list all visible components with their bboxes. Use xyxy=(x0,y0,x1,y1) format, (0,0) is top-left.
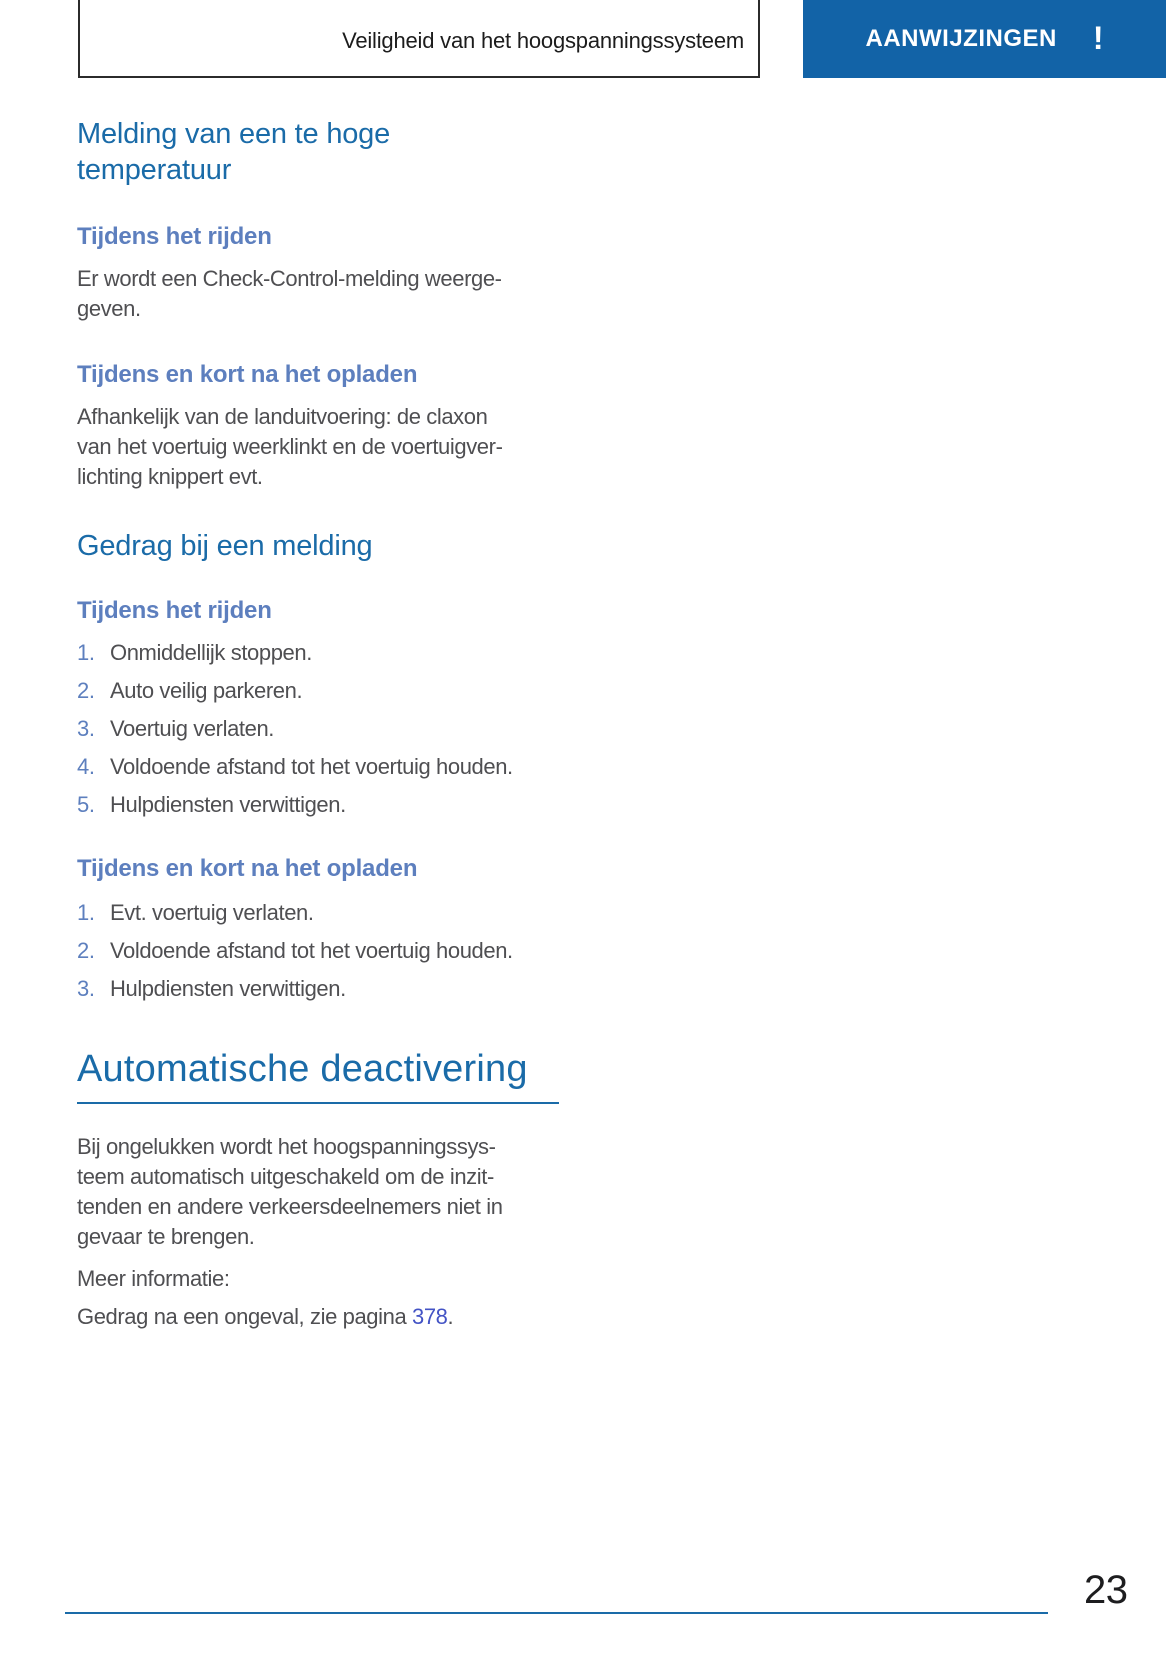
list-item-text: Voldoende afstand tot het voertuig houden. xyxy=(110,754,513,779)
list-item-text: Hulpdiensten verwittigen. xyxy=(110,976,346,1001)
list-item-number: 4. xyxy=(77,754,95,779)
more-info-label: Meer informatie: xyxy=(77,1266,230,1291)
list-item-number: 3. xyxy=(77,976,95,1001)
content-column xyxy=(77,78,559,1332)
list-item-text: Voertuig verlaten. xyxy=(110,716,275,741)
paragraph-deactivation: Bij ongelukken wordt het hoogspanningssys- teem automatisch uitgeschakeld om de inzit- tenden en andere verkeersdeelnemers niet in gevaar te brengen. xyxy=(77,1134,503,1249)
list-item-text: Onmiddellijk stoppen. xyxy=(110,640,312,665)
list-item xyxy=(77,790,559,820)
page-number: 23 xyxy=(1084,1568,1128,1612)
list-item-number: 3. xyxy=(77,716,95,741)
sub-heading-while-charging: Tijdens en kort na het opladen xyxy=(77,361,418,388)
driving-steps-list xyxy=(77,638,559,820)
header-title-box xyxy=(78,0,760,78)
section-heading-behaviour: Gedrag bij een melding xyxy=(77,530,373,562)
chapter-tab xyxy=(803,0,1166,78)
reference-suffix: . xyxy=(447,1304,454,1329)
list-item xyxy=(77,714,559,744)
list-item-number: 1. xyxy=(77,900,95,925)
sub-heading-behaviour-charging: Tijdens en kort na het opladen xyxy=(77,855,418,882)
list-item xyxy=(77,898,559,928)
paragraph-horn-lights: Afhankelijk van de landuitvoering: de claxon van het voertuig weerklinkt en de voertuigver- lichting knippert evt. xyxy=(77,404,503,489)
list-item-text: Hulpdiensten verwittigen. xyxy=(110,792,346,817)
list-item xyxy=(77,936,559,966)
list-item-text: Auto veilig parkeren. xyxy=(110,678,303,703)
chapter-heading-deactivation: Automatische deactivering xyxy=(77,1048,559,1104)
list-item-number: 1. xyxy=(77,640,95,665)
list-item-text: Evt. voertuig verlaten. xyxy=(110,900,314,925)
list-item xyxy=(77,638,559,668)
header-title: Veiligheid van het hoogspanningssysteem xyxy=(342,28,744,53)
sub-heading-while-driving: Tijdens het rijden xyxy=(77,223,272,250)
list-item xyxy=(77,752,559,782)
sub-heading-behaviour-driving: Tijdens het rijden xyxy=(77,597,272,624)
exclamation-icon: ! xyxy=(1092,20,1104,56)
reference-line xyxy=(77,1302,559,1332)
footer-rule xyxy=(65,1612,1048,1614)
list-item-text: Voldoende afstand tot het voertuig houden. xyxy=(110,938,513,963)
charging-steps-list xyxy=(77,898,559,1004)
list-item-number: 5. xyxy=(77,792,95,817)
list-item-number: 2. xyxy=(77,938,95,963)
list-item-number: 2. xyxy=(77,678,95,703)
section-heading-overheat: Melding van een te hoge temperatuur xyxy=(77,118,391,186)
reference-prefix: Gedrag na een ongeval, zie pagina xyxy=(77,1304,412,1329)
list-item xyxy=(77,974,559,1004)
list-item xyxy=(77,676,559,706)
page-reference-link[interactable]: 378 xyxy=(412,1304,448,1329)
paragraph-checkcontrol: Er wordt een Check-Control-melding weerge- geven. xyxy=(77,266,502,321)
chapter-tab-label: AANWIJZINGEN xyxy=(865,25,1057,52)
